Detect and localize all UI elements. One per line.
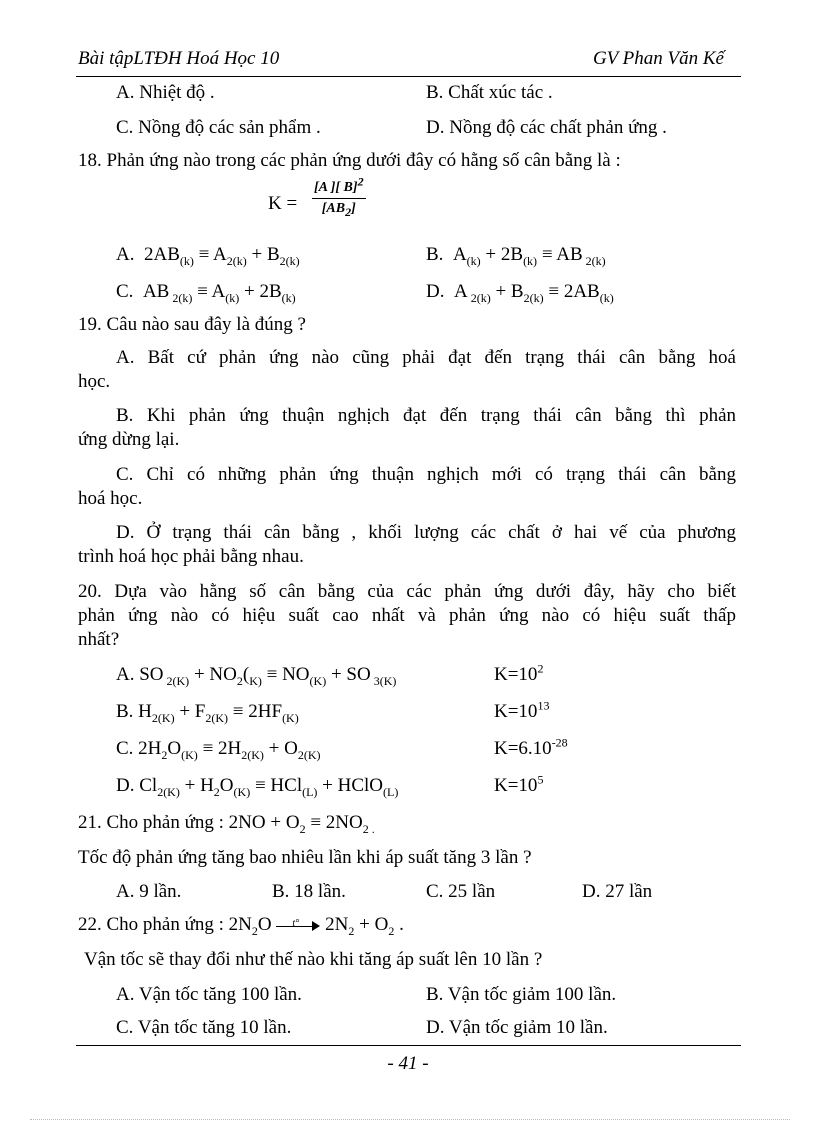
q21-option-b: B. 18 lần. xyxy=(272,881,346,902)
fraction-bar xyxy=(312,198,366,199)
q20-stem-line2: phản ứng nào có hiệu suất cao nhất và phản ứng nào có hiệu suất thấp xyxy=(78,605,736,626)
q17-option-b: B. Chất xúc tác . xyxy=(426,82,553,103)
bottom-dotted-divider xyxy=(30,1119,790,1120)
q21-question: Tốc độ phản ứng tăng bao nhiêu lần khi áp suất tăng 3 lần ? xyxy=(78,847,532,868)
q22-option-c: C. Vận tốc tăng 10 lần. xyxy=(116,1017,292,1038)
q18-option-b: B. $A_{(k)} + 2B_{(k)}$ ≡ AB $_{2(k)}$ xyxy=(426,244,606,268)
q20-option-d: D. $Cl_{2(K)} + H_2O_{(K)} \equiv HCl_{(L)}$ + HClO$_{(L)}$ xyxy=(116,775,399,799)
q18-option-a: A. $2AB_{(k)} \equiv A_{2(k)} + B_{2(k)}$ xyxy=(116,244,300,268)
q18-k-label: K = xyxy=(268,193,298,214)
fraction-denominator: $[AB_2]$ xyxy=(321,201,356,219)
q20-option-b: B. $H_{2(K)} + F_{2(K)} \equiv 2HF_{(K)}$ xyxy=(116,701,299,725)
q20-stem-line1: 20. Dựa vào hằng số cân bằng của các phản ứng dưới đây, hãy cho biết xyxy=(78,581,736,602)
q21-stem: 21. Cho phản ứng : $2NO + O_2 \equiv 2NO_{2 .}$ xyxy=(78,812,375,836)
footer-rule xyxy=(76,1045,741,1046)
fraction-numerator: [A ][ B]$^2$ xyxy=(314,174,364,195)
q17-option-a: A. Nhiệt độ . xyxy=(116,82,215,103)
q20-option-a: A. SO $_{2(K)} + NO_2(_{K)} \equiv NO_{(K)}$ + SO $_{3(K)}$ xyxy=(116,664,397,688)
q21-option-d: D. 27 lần xyxy=(582,881,653,902)
q17-option-d: D. Nồng độ các chất phản ứng . xyxy=(426,117,667,138)
q20-option-c: C. $2H_2O_{(K)} \equiv 2H_{2(K)} + O_{2(K)}$ xyxy=(116,738,321,762)
q20-option-c-k: $K=6.10^{-28}$ xyxy=(494,735,568,759)
q22-option-b: B. Vận tốc giảm 100 lần. xyxy=(426,984,617,1005)
q22-stem: 22. Cho phản ứng : $2N_2O$ t° $2N_2 + O_2$ . xyxy=(78,914,404,938)
q19-option-b-line2: ứng dừng lại. xyxy=(78,429,180,450)
equilibrium-constant-fraction xyxy=(312,174,366,219)
q22-question: Vận tốc sẽ thay đổi như thế nào khi tăng áp suất lên 10 lần ? xyxy=(84,949,543,970)
header-author: GV Phan Văn Kế xyxy=(592,48,724,69)
header-title: Bài tậpLTĐH Hoá Học 10 xyxy=(78,48,280,69)
q19-stem: 19. Câu nào sau đây là đúng ? xyxy=(78,314,306,335)
header-rule xyxy=(76,76,741,77)
q21-option-c: C. 25 lần xyxy=(426,881,496,902)
q20-option-b-k: $K=10^{13}$ xyxy=(494,698,550,722)
q19-option-c-line2: hoá học. xyxy=(78,488,143,509)
q19-option-d-line1: D. Ở trạng thái cân bằng , khối lượng các chất ở hai vế của phương xyxy=(116,522,736,543)
q19-option-d-line2: trình hoá học phải bằng nhau. xyxy=(78,546,304,567)
q19-option-a-line2: học. xyxy=(78,371,111,392)
q19-option-b-line1: B. Khi phản ứng thuận nghịch đạt đến trạng thái cân bằng thì phản xyxy=(116,405,736,426)
q20-option-d-k: $K=10^5$ xyxy=(494,772,544,796)
page-number: - 41 - xyxy=(387,1053,429,1074)
q18-stem: 18. Phản ứng nào trong các phản ứng dưới đây có hằng số cân bằng là : xyxy=(78,150,621,171)
q22-option-a: A. Vận tốc tăng 100 lần. xyxy=(116,984,302,1005)
q20-option-a-k: $K=10^2$ xyxy=(494,661,544,685)
q17-option-c: C. Nồng độ các sản phẩm . xyxy=(116,117,321,138)
q19-option-a-line1: A. Bất cứ phản ứng nào cũng phải đạt đến trạng thái cân bằng hoá xyxy=(116,347,736,368)
q20-stem-line3: nhất? xyxy=(78,629,120,650)
q19-option-c-line1: C. Chỉ có những phản ứng thuận nghịch mới có trạng thái cân bằng xyxy=(116,464,736,485)
q18-option-c: C. AB $_{2(k)} \equiv A_{(k)} + 2B_{(k)}$ xyxy=(116,281,296,305)
q18-option-d: D. A $_{2(k)} + B_{2(k)} \equiv 2AB_{(k)}$ xyxy=(426,281,614,305)
q21-option-a: A. 9 lần. xyxy=(116,881,182,902)
q22-option-d: D. Vận tốc giảm 10 lần. xyxy=(426,1017,608,1038)
reaction-arrow-icon: t° xyxy=(276,919,320,933)
